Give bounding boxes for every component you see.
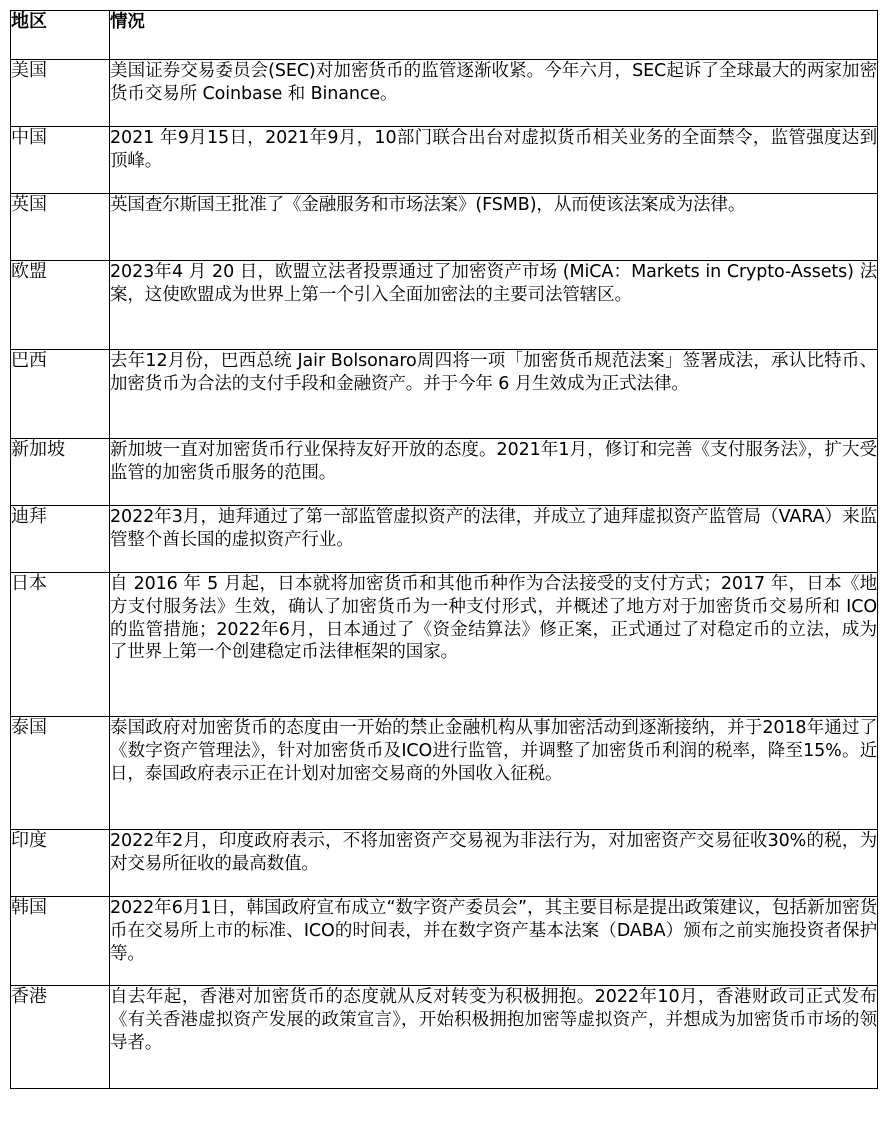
row-situation: 2022年2月，印度政府表示，不将加密资产交易视为非法行为，对加密资产交易征收30%的税，为对交易所征收的最高数值。 xyxy=(110,830,878,897)
row-region: 欧盟 xyxy=(11,261,110,350)
row-region: 中国 xyxy=(11,127,110,194)
row-region: 英国 xyxy=(11,194,110,261)
row-situation: 2023年4 月 20 日，欧盟立法者投票通过了加密资产市场 (MiCA：Markets in Crypto-Assets) 法案，这使欧盟成为世界上第一个引入全面加密法的主要司法管辖区。 xyxy=(110,261,878,350)
table-row xyxy=(11,60,878,127)
table-header-row xyxy=(11,11,878,60)
table-row xyxy=(11,830,878,897)
row-region: 香港 xyxy=(11,986,110,1089)
row-region: 日本 xyxy=(11,573,110,717)
row-situation: 新加坡一直对加密货币行业保持友好开放的态度。2021年1月，修订和完善《支付服务法》，扩大受监管的加密货币服务的范围。 xyxy=(110,439,878,506)
row-situation: 自去年起，香港对加密货币的态度就从反对转变为积极拥抱。2022年10月，香港财政司正式发布《有关香港虚拟资产发展的政策宣言》，开始积极拥抱加密等虚拟资产，并想成为加密货币市场的领导者。 xyxy=(110,986,878,1089)
table-row xyxy=(11,127,878,194)
row-situation: 2022年6月1日，韩国政府宣布成立“数字资产委员会”，其主要目标是提出政策建议，包括新加密货币在交易所上市的标准、ICO的时间表，并在数字资产基本法案（DABA）颁布之前实施投资者保护等。 xyxy=(110,897,878,986)
table-row xyxy=(11,261,878,350)
table-row xyxy=(11,897,878,986)
table-row xyxy=(11,506,878,573)
row-situation: 去年12月份，巴西总统 Jair Bolsonaro周四将一项「加密货币规范法案」签署成法，承认比特币、加密货币为合法的支付手段和金融资产。并于今年 6 月生效成为正式法律。 xyxy=(110,350,878,439)
regulation-table xyxy=(10,10,878,1089)
table-row xyxy=(11,439,878,506)
row-situation: 美国证券交易委员会(SEC)对加密货币的监管逐渐收紧。今年六月，SEC起诉了全球最大的两家加密货币交易所 Coinbase 和 Binance。 xyxy=(110,60,878,127)
row-region: 韩国 xyxy=(11,897,110,986)
row-region: 泰国 xyxy=(11,717,110,830)
row-region: 新加坡 xyxy=(11,439,110,506)
row-region: 印度 xyxy=(11,830,110,897)
row-situation: 自 2016 年 5 月起，日本就将加密货币和其他币种作为合法接受的支付方式；2017 年，日本《地方支付服务法》生效，确认了加密货币为一种支付形式，并概述了地方对于加密货币交易所和 ICO 的监管措施；2022年6月，日本通过了《资金结算法》修正案，正式通过了对稳定币的立法，成为了世界上第一个创建稳定币法律框架的国家。 xyxy=(110,573,878,717)
row-situation: 2022年3月，迪拜通过了第一部监管虚拟资产的法律，并成立了迪拜虚拟资产监管局（VARA）来监管整个酋长国的虚拟资产行业。 xyxy=(110,506,878,573)
header-situation: 情况 xyxy=(110,11,878,60)
table-row xyxy=(11,350,878,439)
row-region: 迪拜 xyxy=(11,506,110,573)
row-situation: 英国查尔斯国王批准了《金融服务和市场法案》(FSMB)，从而使该法案成为法律。 xyxy=(110,194,878,261)
row-region: 美国 xyxy=(11,60,110,127)
row-situation: 2021 年9月15日，2021年9月，10部门联合出台对虚拟货币相关业务的全面禁令，监管强度达到顶峰。 xyxy=(110,127,878,194)
table-row xyxy=(11,573,878,717)
header-region: 地区 xyxy=(11,11,110,60)
table-row xyxy=(11,194,878,261)
table-row xyxy=(11,986,878,1089)
row-situation: 泰国政府对加密货币的态度由一开始的禁止金融机构从事加密活动到逐渐接纳，并于2018年通过了《数字资产管理法》，针对加密货币及ICO进行监管，并调整了加密货币利润的税率，降至15%。近日，泰国政府表示正在计划对加密交易商的外国收入征税。 xyxy=(110,717,878,830)
table-row xyxy=(11,717,878,830)
row-region: 巴西 xyxy=(11,350,110,439)
